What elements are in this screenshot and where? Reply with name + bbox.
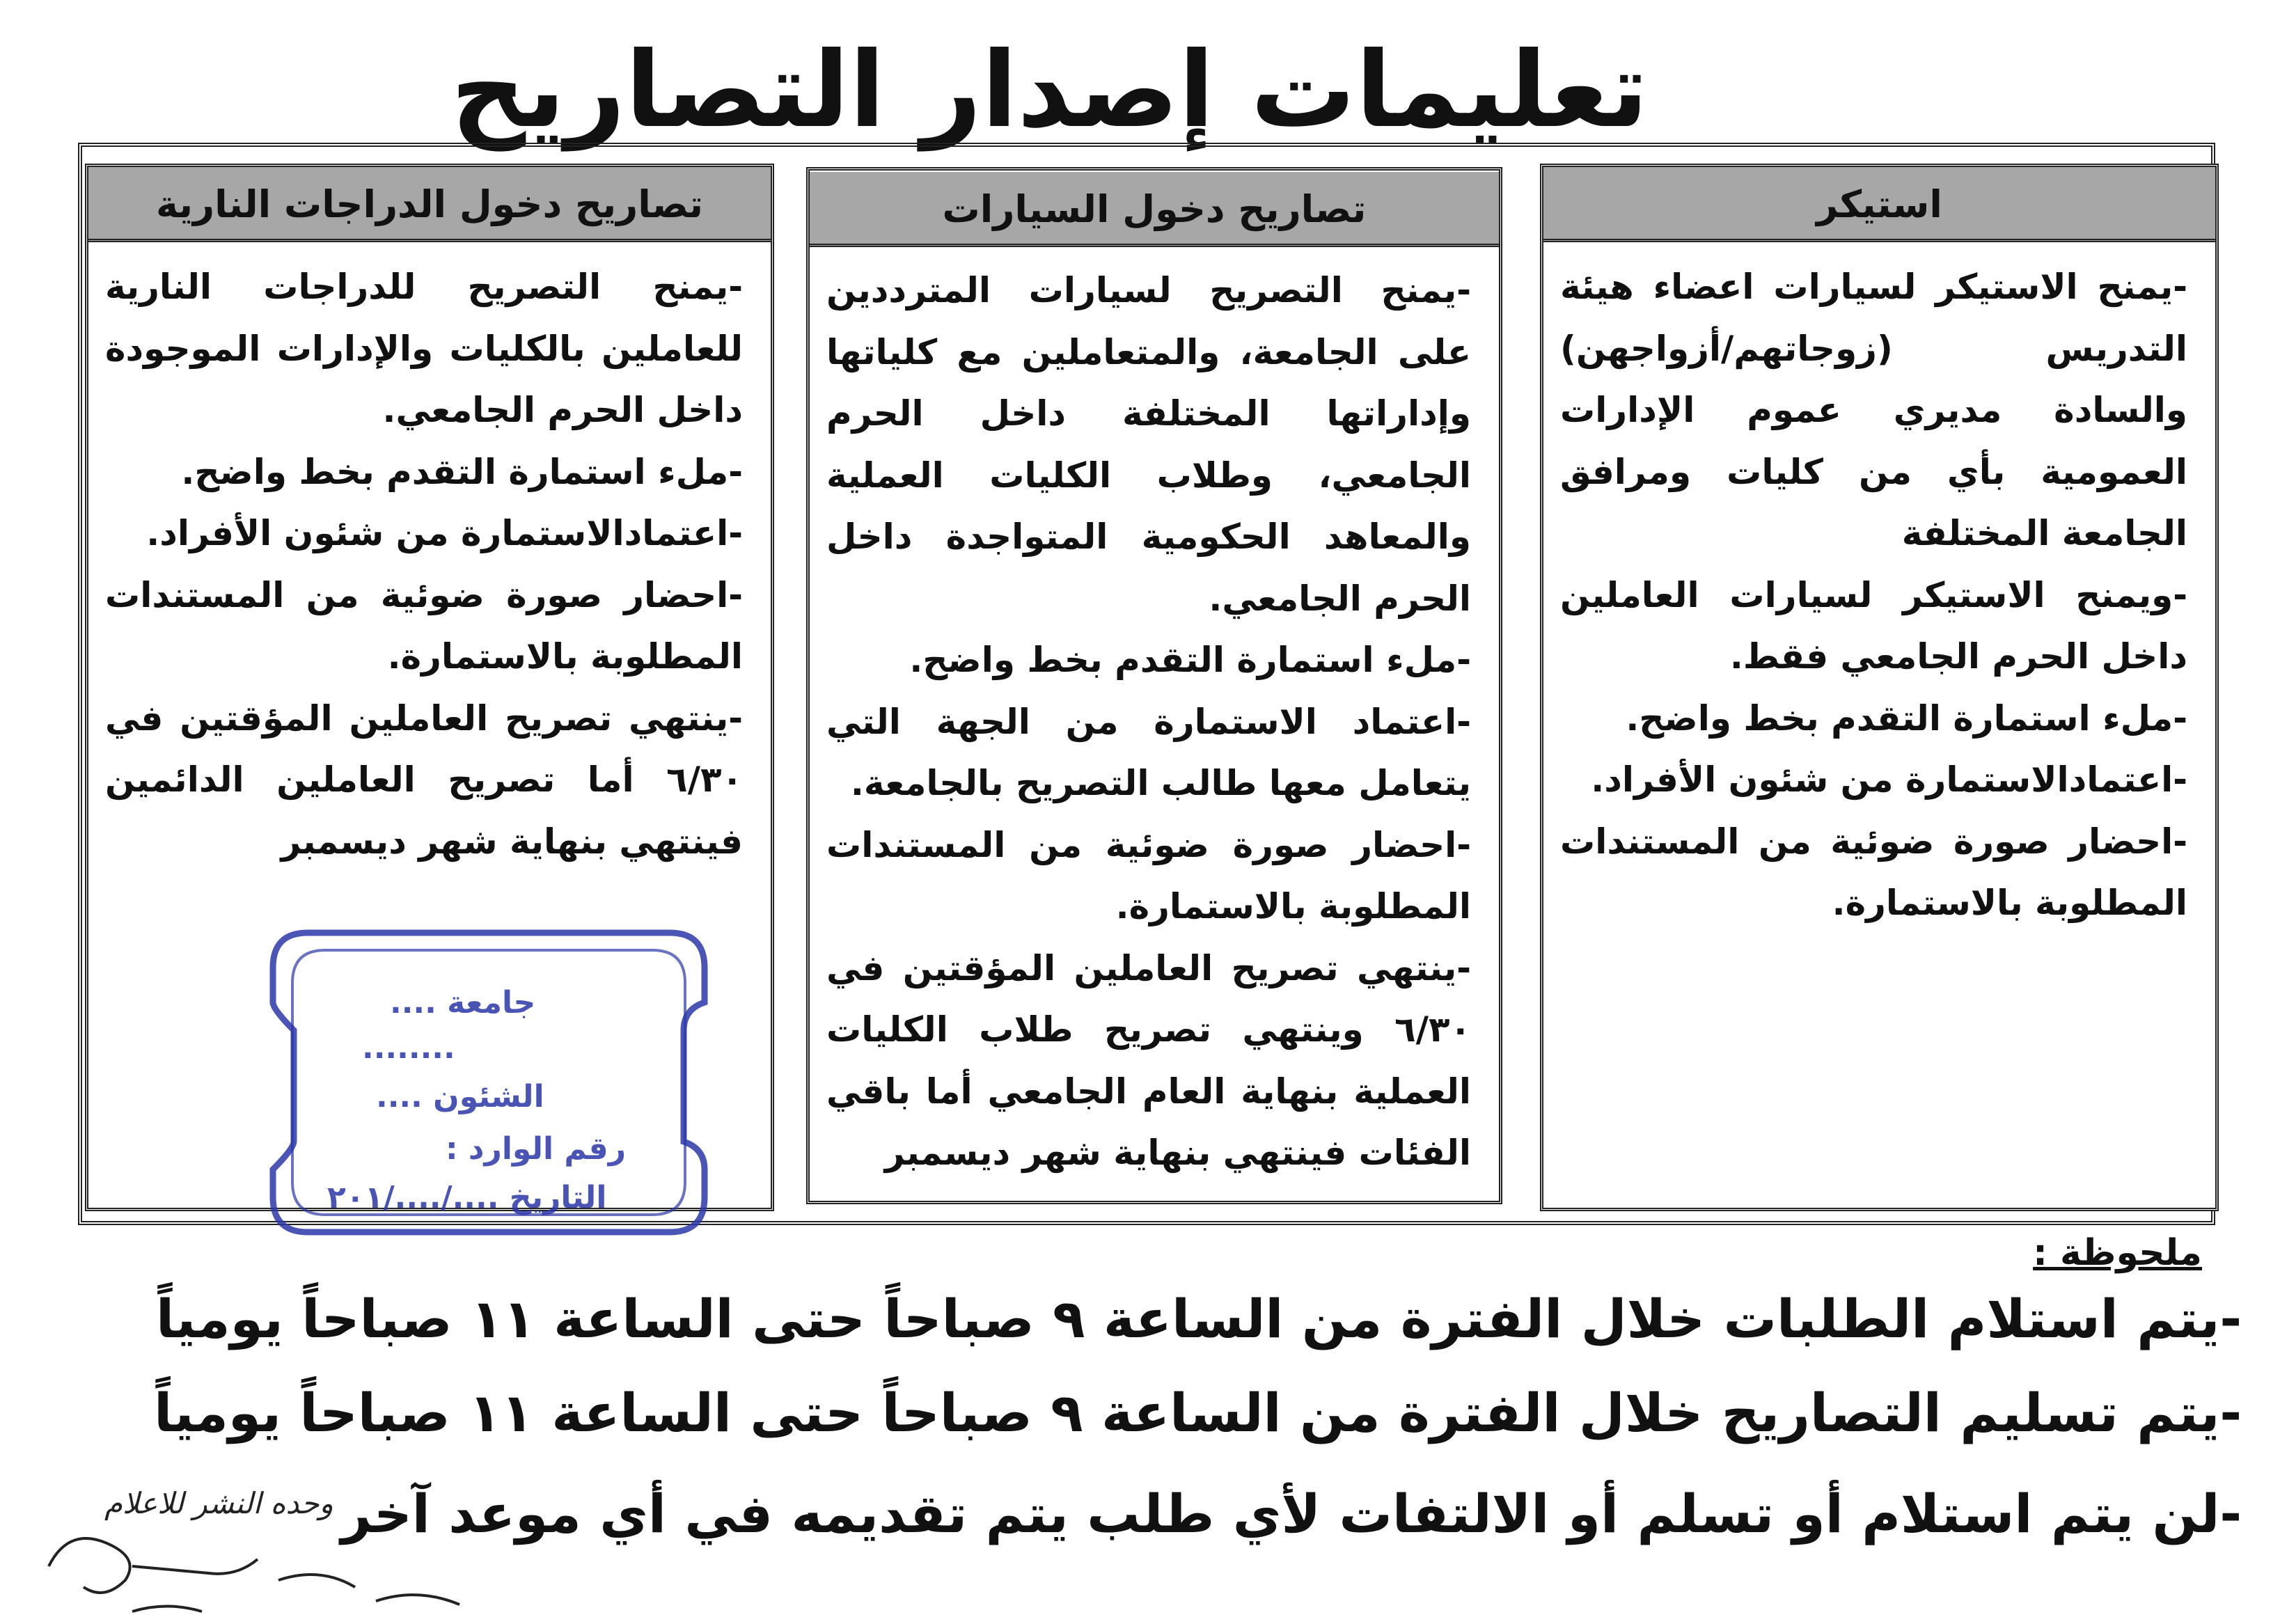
list-item: -ينتهي تصريح العاملين المؤقتين في ٦/٣٠ أما تصريح العاملين الدائمين فينتهي بنهاية شهر ديسمبر	[105, 697, 743, 862]
list-item: -احضار صورة ضوئية من المستندات المطلوبة بالاستمارة.	[105, 574, 743, 677]
list-item: -اعتمادالاستمارة من شئون الأفراد.	[1591, 759, 2187, 800]
page-title: تعليمات إصدار التصاريح	[450, 30, 1649, 151]
stamp-line: التاريخ ..../..../٢٠١	[327, 1180, 607, 1215]
stamp-line: الشئون ....	[376, 1079, 544, 1114]
list-item: -احضار صورة ضوئية من المستندات المطلوبة بالاستمارة.	[1560, 821, 2187, 923]
stamp-line: رقم الوارد :	[446, 1131, 627, 1167]
list-item: -يمنح التصريح لسيارات المترددين على الجامعة، والمتعاملين مع كلياتها وإداراتها المختلفة داخل الحرم الجامعي، وطلاب الكليات العملية والمعاهد الحكومية المتواجدة داخل الحرم الجامعي.	[826, 270, 1471, 619]
list-item: -اعتماد الاستمارة من الجهة التي يتعامل معها طالب التصريح بالجامعة.	[826, 701, 1471, 803]
note-line: -لن يتم استلام أو تسلم أو الالتفات لأي طلب يتم تقديمه في أي موعد آخر	[340, 1483, 2242, 1545]
list-item: -اعتمادالاستمارة من شئون الأفراد.	[146, 513, 743, 553]
list-item: -ملء استمارة التقدم بخط واضح.	[181, 451, 743, 492]
note-line: -يتم استلام الطلبات خلال الفترة من الساعة ٩ صباحاً حتى الساعة ١١ صباحاً يومياً	[155, 1288, 2242, 1350]
list-item: -احضار صورة ضوئية من المستندات المطلوبة بالاستمارة.	[826, 824, 1471, 927]
note-line: -يتم تسليم التصاريح خلال الفترة من الساعة ٩ صباحاً حتى الساعة ١١ صباحاً يومياً	[154, 1382, 2242, 1444]
stamp-line: جامعة ....	[390, 985, 536, 1020]
list-item: -يمنح الاستيكر لسيارات اعضاء هيئة التدريس (زوجاتهم/أزواجهن) والسادة مديري عموم الإدارات العمومية بأي من كليات ومرافق الجامعة المختلفة	[1560, 267, 2187, 553]
column-sticker-body	[1560, 256, 2187, 1194]
list-item: -ويمنح الاستيكر لسيارات العاملين داخل الحرم الجامعي فقط.	[1560, 574, 2187, 677]
stamp-line: ........	[362, 1030, 455, 1066]
column-cars-header: تصاريح دخول السيارات	[810, 172, 1499, 247]
column-sticker	[1540, 164, 2219, 1211]
column-cars-body	[826, 260, 1471, 1187]
list-item: -ينتهي تصريح العاملين المؤقتين في ٦/٣٠ وينتهي تصريح طلاب الكليات العملية بنهاية العام الجامعي أما باقي الفئات فينتهي بنهاية شهر ديسمبر	[826, 947, 1471, 1173]
signature-note: وحده النشر للاعلام	[104, 1486, 333, 1520]
column-cars	[806, 167, 1502, 1204]
list-item: -ملء استمارة التقدم بخط واضح.	[1626, 697, 2187, 739]
notes-label: ملحوظة :	[2033, 1232, 2202, 1274]
list-item: -ملء استمارة التقدم بخط واضح.	[909, 640, 1471, 680]
column-sticker-header: استيكر	[1543, 167, 2215, 242]
list-item: -يمنح التصريح للدراجات النارية للعاملين بالكليات والإدارات الموجودة داخل الحرم الجامعي.	[105, 267, 743, 430]
column-motorcycles-header: تصاريح دخول الدراجات النارية	[88, 167, 771, 242]
